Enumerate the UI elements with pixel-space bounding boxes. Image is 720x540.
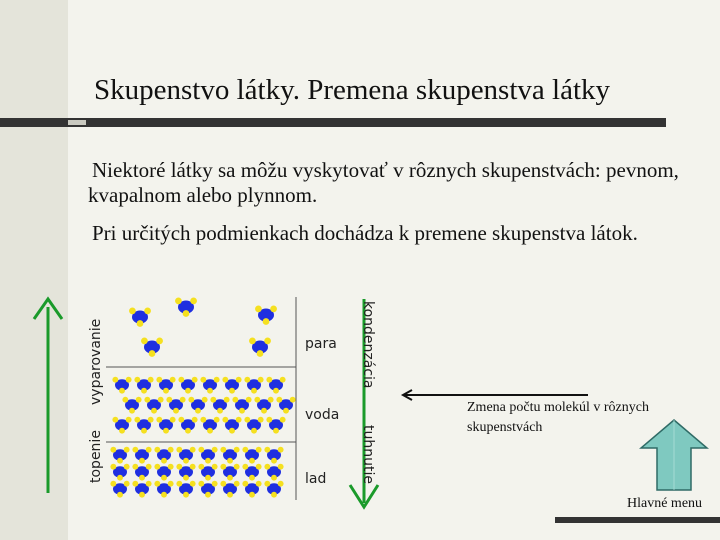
molecule	[112, 417, 131, 434]
molecule	[254, 397, 273, 414]
molecule	[222, 377, 241, 394]
molecule	[276, 397, 295, 414]
molecule	[156, 417, 175, 434]
molecule	[110, 481, 129, 498]
molecule	[141, 338, 163, 357]
molecules-group	[110, 298, 295, 498]
molecule	[176, 481, 195, 498]
molecule	[134, 377, 153, 394]
molecule	[166, 397, 185, 414]
paragraph-states-text: Niektoré látky sa môžu vyskytovať v rôznych skupenstvách: pevnom, kvapalnom alebo plynnom.	[88, 158, 679, 207]
molecule	[198, 464, 217, 481]
molecule	[200, 417, 219, 434]
title-divider-accent	[68, 120, 86, 125]
main-menu-link[interactable]: Hlavné menu	[627, 496, 703, 511]
molecule	[222, 417, 241, 434]
molecule	[154, 464, 173, 481]
molecule	[220, 447, 239, 464]
label-tuhnutie: tuhnutie	[360, 425, 376, 484]
molecule	[264, 447, 283, 464]
molecule	[178, 417, 197, 434]
molecule	[244, 377, 263, 394]
label-lad: lad	[305, 471, 327, 487]
molecule	[134, 417, 153, 434]
molecule	[178, 377, 197, 394]
molecule	[132, 464, 151, 481]
molecule	[122, 397, 141, 414]
molecule	[156, 377, 175, 394]
molecule	[249, 338, 271, 357]
paragraph-states	[88, 158, 688, 208]
molecule	[264, 481, 283, 498]
molecule	[110, 447, 129, 464]
bottom-divider	[555, 517, 720, 523]
molecule	[220, 464, 239, 481]
molecule	[210, 397, 229, 414]
molecule	[129, 308, 151, 327]
molecule	[198, 481, 217, 498]
molecule	[110, 464, 129, 481]
slide-title: Skupenstvo látky. Premena skupenstva látky	[94, 74, 611, 106]
molecule	[255, 306, 277, 325]
molecule	[264, 464, 283, 481]
molecule	[132, 447, 151, 464]
label-para: para	[305, 336, 337, 352]
molecule	[232, 397, 251, 414]
molecule	[154, 447, 173, 464]
molecule	[200, 377, 219, 394]
molecule	[266, 417, 285, 434]
molecule	[112, 377, 131, 394]
label-topenie: topenie	[88, 430, 104, 483]
label-kondenzacia: kondenzácia	[360, 301, 376, 389]
molecule	[154, 481, 173, 498]
paragraph-conditions-text: Pri určitých podmienkach dochádza k premene skupenstva látok.	[92, 221, 638, 245]
up-arrow-icon[interactable]	[639, 418, 709, 492]
molecule	[242, 464, 261, 481]
label-vyparovanie: vyparovanie	[88, 318, 104, 405]
molecule	[242, 447, 261, 464]
label-voda: voda	[305, 407, 340, 423]
molecule	[175, 298, 197, 317]
molecule	[198, 447, 217, 464]
molecule	[176, 447, 195, 464]
molecule	[176, 464, 195, 481]
state-change-diagram	[28, 285, 388, 517]
paragraph-conditions	[88, 221, 688, 246]
molecule	[132, 481, 151, 498]
molecule	[188, 397, 207, 414]
molecule	[266, 377, 285, 394]
molecule	[244, 417, 263, 434]
molecule	[144, 397, 163, 414]
molecule	[242, 481, 261, 498]
title-divider	[0, 118, 666, 127]
molecule	[220, 481, 239, 498]
caption-text: Zmena počtu molekúl v rôznych skupenstvách	[467, 400, 649, 435]
